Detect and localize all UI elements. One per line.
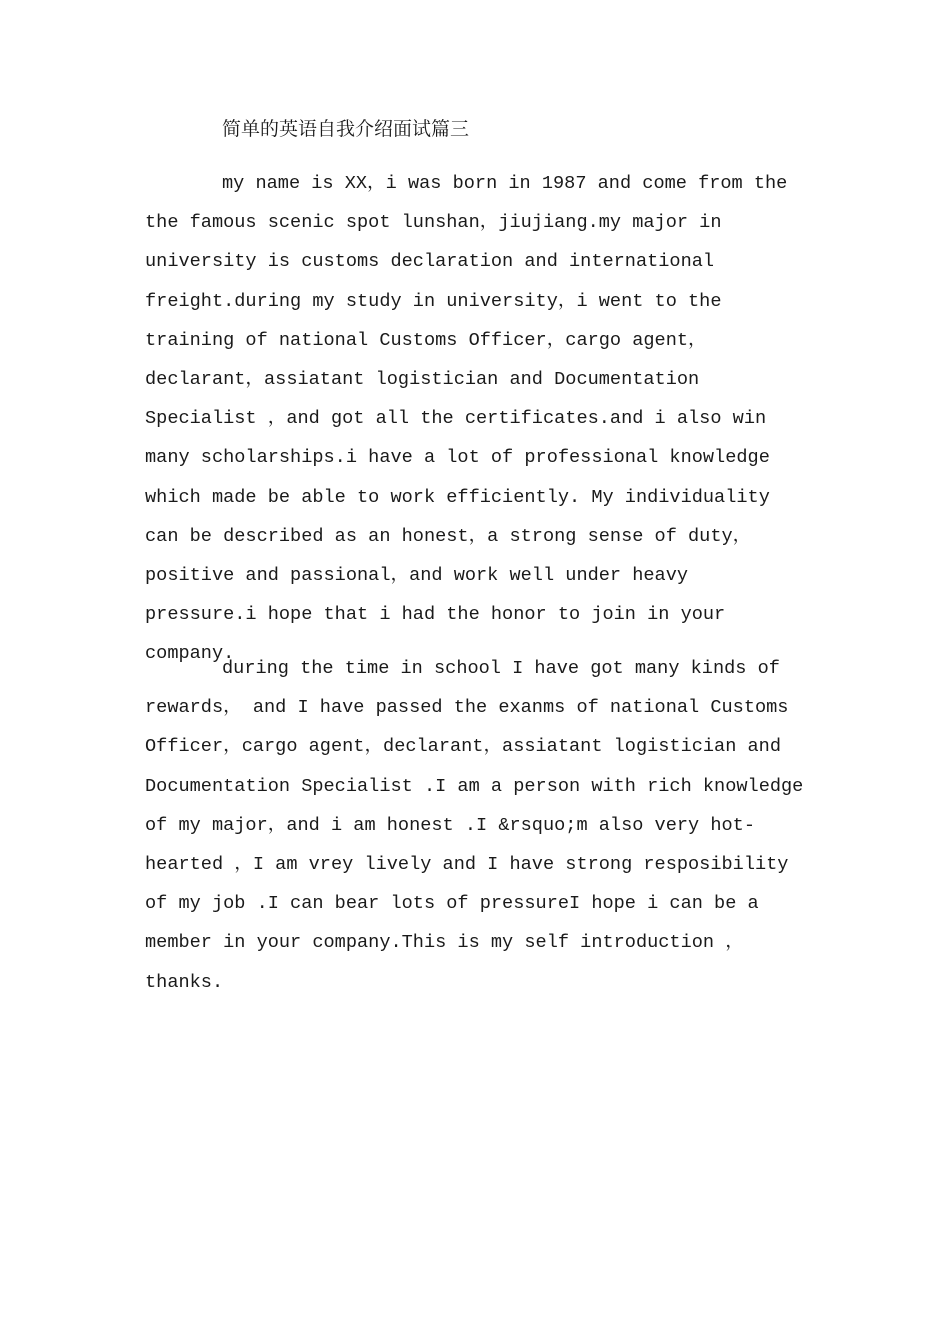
body-paragraph: my name is XX，i was born in 1987 and come from the the famous scenic spot lunshan，jiujiang.my major in university is customs declaration and international freight.during my study in university，i went to the training of national Customs Officer，cargo agent，declarant，assiatant logistician and Documentation Specialist ，and got all the certificates.and i also win many scholarships.i have a lot of professional knowledge which made be able to work efficiently. My individuality can be described as an honest，a strong sense of duty， positive and passional，and work well under heavy pressure.i hope that i had the honor to join in your company. <box>145 173 788 665</box>
document-title: 简单的英语自我介绍面试篇三 <box>222 118 470 140</box>
body-paragraph: during the time in school I have got many kinds of rewards， and I have passed the exanms of national Customs Officer，cargo agent，declarant，assiatant logistician and Documentation Specialist .I am a person with rich knowledge of my major，and i am honest .I &rsquo;m also very hot-hearted ，I am vrey lively and I have strong resposibility of my job .I can bear lots of pressureI hope i can be a member in your company.This is my self introduction ，thanks. <box>145 658 804 993</box>
